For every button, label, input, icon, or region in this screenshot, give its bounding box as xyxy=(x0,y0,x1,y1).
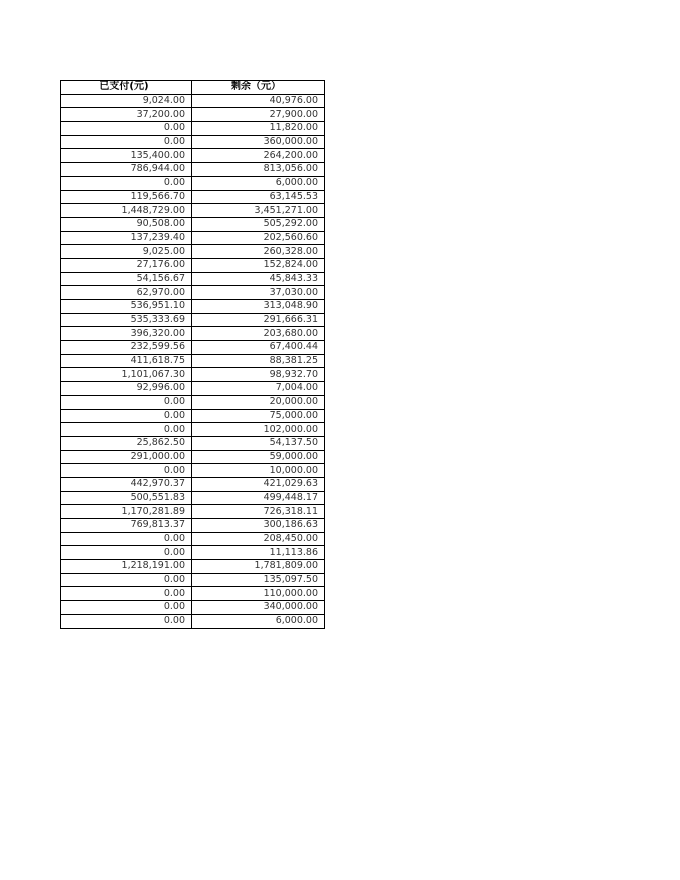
paid-cell: 0.00 xyxy=(61,573,192,587)
remaining-cell: 110,000.00 xyxy=(192,587,325,601)
paid-cell: 0.00 xyxy=(61,546,192,560)
table-row xyxy=(61,477,325,491)
table-row xyxy=(61,149,325,163)
remaining-cell: 75,000.00 xyxy=(192,409,325,423)
paid-cell: 0.00 xyxy=(61,122,192,136)
paid-cell: 62,970.00 xyxy=(61,286,192,300)
paid-cell: 119,566.70 xyxy=(61,190,192,204)
remaining-cell: 135,097.50 xyxy=(192,573,325,587)
table-row xyxy=(61,519,325,533)
remaining-cell: 260,328.00 xyxy=(192,245,325,259)
table-row xyxy=(61,532,325,546)
remaining-cell: 11,820.00 xyxy=(192,122,325,136)
header-paid: 已支付(元) xyxy=(61,81,192,95)
table-row xyxy=(61,423,325,437)
remaining-cell: 59,000.00 xyxy=(192,450,325,464)
paid-cell: 0.00 xyxy=(61,614,192,628)
remaining-cell: 726,318.11 xyxy=(192,505,325,519)
paid-cell: 25,862.50 xyxy=(61,436,192,450)
remaining-cell: 54,137.50 xyxy=(192,436,325,450)
table-row xyxy=(61,491,325,505)
remaining-cell: 421,029.63 xyxy=(192,477,325,491)
remaining-cell: 152,824.00 xyxy=(192,258,325,272)
table-row xyxy=(61,286,325,300)
table-row xyxy=(61,245,325,259)
remaining-cell: 27,900.00 xyxy=(192,108,325,122)
table-row xyxy=(61,450,325,464)
paid-cell: 0.00 xyxy=(61,601,192,615)
paid-cell: 0.00 xyxy=(61,423,192,437)
table-row xyxy=(61,231,325,245)
remaining-cell: 291,666.31 xyxy=(192,313,325,327)
table-body xyxy=(61,94,325,628)
table-row xyxy=(61,122,325,136)
paid-cell: 1,218,191.00 xyxy=(61,560,192,574)
remaining-cell: 264,200.00 xyxy=(192,149,325,163)
table-row xyxy=(61,108,325,122)
paid-cell: 769,813.37 xyxy=(61,519,192,533)
paid-cell: 0.00 xyxy=(61,135,192,149)
paid-cell: 135,400.00 xyxy=(61,149,192,163)
paid-cell: 37,200.00 xyxy=(61,108,192,122)
table-row xyxy=(61,436,325,450)
table-row xyxy=(61,204,325,218)
remaining-cell: 208,450.00 xyxy=(192,532,325,546)
remaining-cell: 45,843.33 xyxy=(192,272,325,286)
remaining-cell: 3,451,271.00 xyxy=(192,204,325,218)
paid-cell: 0.00 xyxy=(61,532,192,546)
table-row xyxy=(61,614,325,628)
paid-cell: 0.00 xyxy=(61,587,192,601)
table-row xyxy=(61,94,325,108)
remaining-cell: 313,048.90 xyxy=(192,300,325,314)
paid-cell: 411,618.75 xyxy=(61,354,192,368)
remaining-cell: 360,000.00 xyxy=(192,135,325,149)
paid-cell: 535,333.69 xyxy=(61,313,192,327)
paid-cell: 0.00 xyxy=(61,395,192,409)
paid-cell: 9,025.00 xyxy=(61,245,192,259)
paid-cell: 536,951.10 xyxy=(61,300,192,314)
remaining-cell: 67,400.44 xyxy=(192,341,325,355)
paid-cell: 92,996.00 xyxy=(61,382,192,396)
paid-cell: 0.00 xyxy=(61,464,192,478)
header-row xyxy=(61,81,325,95)
table-row xyxy=(61,395,325,409)
table-row xyxy=(61,327,325,341)
table-row xyxy=(61,176,325,190)
remaining-cell: 340,000.00 xyxy=(192,601,325,615)
remaining-cell: 499,448.17 xyxy=(192,491,325,505)
table-row xyxy=(61,258,325,272)
paid-cell: 1,448,729.00 xyxy=(61,204,192,218)
table-row xyxy=(61,163,325,177)
header-remaining: 剩余（元） xyxy=(192,81,325,95)
remaining-cell: 40,976.00 xyxy=(192,94,325,108)
table-row xyxy=(61,190,325,204)
table-row xyxy=(61,382,325,396)
paid-cell: 27,176.00 xyxy=(61,258,192,272)
remaining-cell: 98,932.70 xyxy=(192,368,325,382)
remaining-cell: 505,292.00 xyxy=(192,217,325,231)
paid-cell: 137,239.40 xyxy=(61,231,192,245)
table-row xyxy=(61,505,325,519)
paid-cell: 291,000.00 xyxy=(61,450,192,464)
paid-cell: 500,551.83 xyxy=(61,491,192,505)
table-row xyxy=(61,135,325,149)
remaining-cell: 88,381.25 xyxy=(192,354,325,368)
table-row xyxy=(61,409,325,423)
paid-cell: 232,599.56 xyxy=(61,341,192,355)
paid-cell: 9,024.00 xyxy=(61,94,192,108)
table-row xyxy=(61,300,325,314)
remaining-cell: 6,000.00 xyxy=(192,614,325,628)
remaining-cell: 20,000.00 xyxy=(192,395,325,409)
remaining-cell: 6,000.00 xyxy=(192,176,325,190)
payment-table xyxy=(60,80,325,629)
paid-cell: 442,970.37 xyxy=(61,477,192,491)
remaining-cell: 300,186.63 xyxy=(192,519,325,533)
table-row xyxy=(61,546,325,560)
table-row xyxy=(61,587,325,601)
table-row xyxy=(61,601,325,615)
paid-cell: 786,944.00 xyxy=(61,163,192,177)
table-row xyxy=(61,368,325,382)
remaining-cell: 63,145.53 xyxy=(192,190,325,204)
paid-cell: 0.00 xyxy=(61,409,192,423)
remaining-cell: 203,680.00 xyxy=(192,327,325,341)
table-row xyxy=(61,354,325,368)
paid-cell: 54,156.67 xyxy=(61,272,192,286)
remaining-cell: 813,056.00 xyxy=(192,163,325,177)
paid-cell: 90,508.00 xyxy=(61,217,192,231)
remaining-cell: 37,030.00 xyxy=(192,286,325,300)
paid-cell: 396,320.00 xyxy=(61,327,192,341)
paid-cell: 1,170,281.89 xyxy=(61,505,192,519)
paid-cell: 1,101,067.30 xyxy=(61,368,192,382)
table-row xyxy=(61,464,325,478)
remaining-cell: 7,004.00 xyxy=(192,382,325,396)
remaining-cell: 202,560.60 xyxy=(192,231,325,245)
table-row xyxy=(61,341,325,355)
remaining-cell: 102,000.00 xyxy=(192,423,325,437)
table-row xyxy=(61,313,325,327)
table-row xyxy=(61,573,325,587)
remaining-cell: 10,000.00 xyxy=(192,464,325,478)
table-row xyxy=(61,272,325,286)
paid-cell: 0.00 xyxy=(61,176,192,190)
remaining-cell: 1,781,809.00 xyxy=(192,560,325,574)
remaining-cell: 11,113.86 xyxy=(192,546,325,560)
table-row xyxy=(61,217,325,231)
table-row xyxy=(61,560,325,574)
